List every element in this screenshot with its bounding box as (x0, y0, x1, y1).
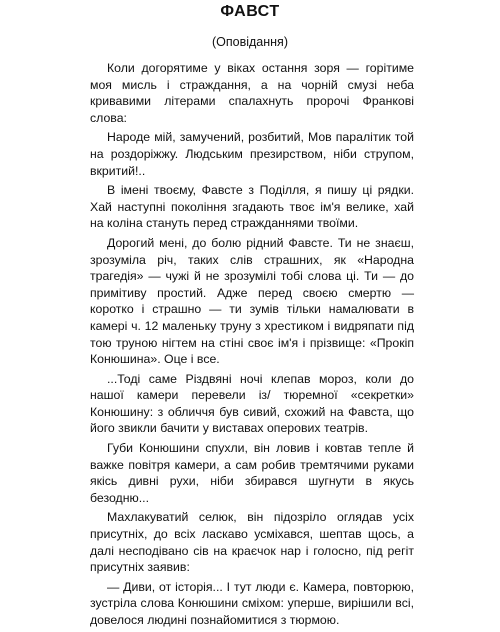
paragraph-dedication: В імені твоєму, Фавсте з Поділля, я пишу ці рядки. Хай наступні покоління згадають твоє ім'я велике, хай на коліна стануть перед стражданнями твоїми. (90, 183, 414, 231)
paragraph-quote: Народе мій, замучений, розбитий, Мов паралітик той на роздоріжжу. Людським презирством, ніби струпом, вкритий!.. (90, 130, 414, 178)
paragraph-arrival: ...Тоді саме Різдвяні ночі клепав мороз, коли до нашої камери перевели із/ тюремної «секретки» Конюшину: з обличчя був сивий, схожий на Фавста, що його звикли бачити у виставах оперових театрів. (90, 371, 414, 436)
story-text (90, 60, 414, 632)
page-subtitle: (Оповідання) (211, 35, 288, 49)
paragraph-lips: Губи Конюшини спухли, він ловив і ковтав тепле й важке повітря камери, а сам робив тремтячими руками якісь дивні рухи, ніби збирався шугнути в якусь безодню... (90, 441, 414, 505)
page-title: ФАВСТ (220, 3, 280, 20)
paragraph-address: Дорогий мені, до болю рідний Фавсте. Ти не знаєш, зрозуміла річ, таких слів страшних, як «Народна трагедія» — чужі й не зрозумілі тобі слова ці. Ти — до примітиву простий. Адже перед своєю смертю — коротко і страшно — ти зумів тільки намалювати в камері ч. 12 маленьку труну з хрестиком і видряпати під тою труною нігтем на стіні своє ім'я і прізвище: «Прокіп Конюшина». Оце і все. (90, 235, 414, 367)
paragraph-intro: Коли догорятиме у віках остання зоря — горітиме моя мисль і страждання, а на чорній смузі неба кривавими літерами спалахнуть пророчі Франкові слова: (90, 61, 414, 125)
paragraph-dialogue: — Диви, от історія... І тут люди є. Камера, повторюю, зустріла слова Конюшини сміхом: уперше, вирішили всі, довелося людині познайомитися з тюрмою. (90, 579, 414, 627)
paragraph-peasant: Махлакуватий селюк, він підозріло оглядав усіх присутніх, до всіх ласкаво усміхався, шептав щось, а далі несподівано сів на краєчок нар і голосно, під регіт присутніх заявив: (90, 510, 414, 575)
